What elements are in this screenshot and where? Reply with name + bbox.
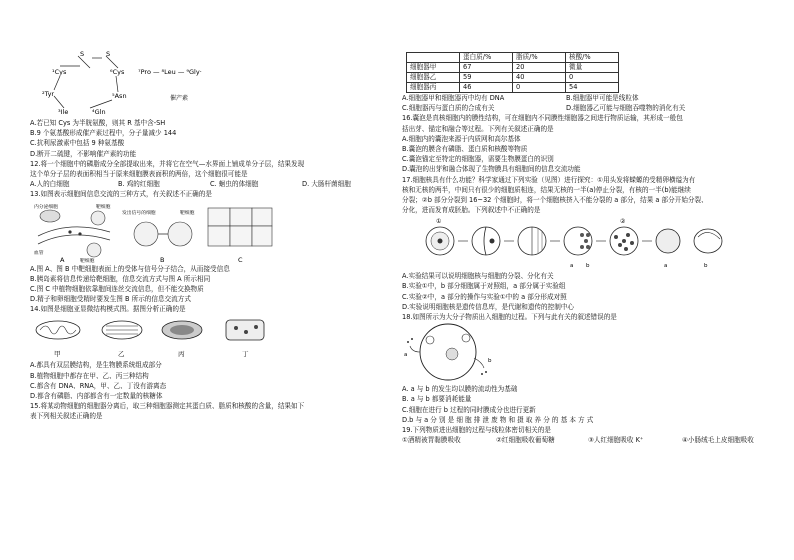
- disulfide-s2: S: [106, 50, 111, 58]
- nucleus-experiment-diagram: [402, 215, 778, 271]
- organelle-label-bing: 丙: [178, 350, 185, 359]
- fig-label-b: B: [160, 255, 165, 264]
- q16-option-a: A.细胞内的囊泡来源于内质网和高尔基体: [402, 134, 521, 143]
- q18-option-a: A. a 与 b 的发生均以膜的流动性为基础: [402, 385, 518, 394]
- q17-stem-line3: 分裂；②b 部分分裂到 16~32 个细胞时，将一个细胞核挤入不能分裂的 a 部分，结果 a 部分开始分裂、: [402, 195, 708, 204]
- q12-option-c: C. 蛔虫的体细胞: [210, 180, 259, 189]
- q11-option-d: D.断开二硫键，不影响催产素的功能: [30, 149, 137, 158]
- exp-label-1: ①: [436, 218, 442, 226]
- table-header-cell: 脂质/%: [513, 53, 566, 63]
- table-row: [407, 83, 619, 93]
- exp-label-b2: b: [704, 263, 708, 270]
- cell-signaling-diagram: [30, 200, 406, 264]
- q19-option-3: ③人红细胞吸收 K⁺: [588, 436, 644, 445]
- table-header-row: [407, 53, 619, 63]
- organelle-label-jia: 甲: [54, 350, 61, 359]
- q12-option-b: B. 鸡的红细胞: [118, 180, 160, 189]
- right-column: [402, 0, 778, 445]
- table-cell: 20: [513, 63, 566, 73]
- endocytosis-diagram: [402, 322, 778, 384]
- q14-option-a: A.都具有双层膜结构，是生物膜系统组成部分: [30, 361, 162, 370]
- q11-option-c: C.抗利尿激素中包括 9 种氨基酸: [30, 139, 125, 148]
- residue-gln: ⁴Gln: [92, 108, 106, 116]
- table-cell: 67: [460, 63, 513, 73]
- q19-option-1: ①酒精被胃黏膜吸收: [402, 436, 461, 445]
- q17-option-b: B.实验①中，b 部分细胞属于对照组，a 部分属于实验组: [402, 282, 566, 291]
- q19-option-2: ②红细胞吸收葡萄糖: [496, 436, 555, 445]
- q11-option-a: A.若已知 Cys 为半胱氨酸，则其 R 基中含-SH: [30, 119, 166, 127]
- fig-a-target-label: 靶细胞: [96, 204, 111, 210]
- fig-b-signal-cell-label: 发出信号的细胞: [122, 210, 156, 216]
- table-cell: 0: [566, 73, 619, 83]
- residue-ile: ³Ile: [58, 108, 69, 116]
- q13-option-d: D.精子和卵细胞受精时要发生图 B 所示的信息交流方式: [30, 295, 191, 304]
- table-cell: 46: [460, 83, 513, 93]
- q17-stem-line2: 核和无核的两半，中间只有很少的细胞质相连，结果无核的一半(a)停止分裂，有核的一半(b)能继续: [402, 185, 691, 194]
- exp-label-b1: b: [586, 263, 590, 270]
- q15-option-a: A.细胞器甲和细胞器丙中均有 DNA: [402, 94, 505, 102]
- q18-option-b: B. a 与 b 都要消耗能量: [402, 395, 472, 404]
- residue-tail: ⁷Pro — ⁸Leu — ⁹Gly·: [138, 68, 202, 76]
- q14-stem: 14.如图是细胞亚显微结构模式图。据图分析正确的是: [30, 305, 186, 314]
- q16-stem-line1: 16.囊泡是真核细胞内的膜性结构，可在细胞内不同膜性细胞器之间进行物质运输，其形成一般包: [402, 114, 683, 123]
- residue-cys1: ¹Cys: [52, 68, 67, 76]
- fig-label-a: A: [60, 255, 65, 264]
- table-cell: 59: [460, 73, 513, 83]
- q19-option-4: ④小肠绒毛上皮细胞吸收: [682, 436, 754, 445]
- residue-tyr: ²Tyr: [42, 90, 55, 98]
- table-cell: 细胞器乙: [407, 73, 460, 83]
- q14-option-c: C.都含有 DNA、RNA，甲、乙、丁没有游离态: [30, 381, 167, 390]
- q17-option-a: A.实验结果可以说明细胞核与细胞的分裂、分化有关: [402, 272, 554, 281]
- fig-b-target-label: 靶细胞: [180, 210, 195, 216]
- q15-stem-line1: 15.将某动物细胞的细胞器分离后，取三种细胞器测定其蛋白质、脂质和核酸的含量，结果如下: [30, 402, 305, 411]
- q13-option-c: C.图 C 中植物细胞依靠胞间连丝交流信息，但不能交换物质: [30, 284, 204, 293]
- endo-label-a: a: [404, 352, 408, 359]
- endo-label-b: b: [488, 358, 492, 365]
- exp-label-2: ②: [620, 218, 626, 226]
- oxytocin-diagram: [30, 0, 406, 118]
- q11-option-b: B.9 个氨基酸形成催产素过程中，分子量减少 144: [30, 129, 177, 138]
- nucleus-experiment-figure: [402, 215, 778, 271]
- q13-option-b: B.胰岛素将信息传递给靶细胞，信息交流方式与图 A 所示相同: [30, 274, 211, 283]
- q18-stem: 18.如图所示为大分子物质出入细胞的过程。下列与此有关的叙述错误的是: [402, 313, 617, 321]
- q17-option-c: C.实验②中，a 部分的操作与实验①中的 a 部分形成对照: [402, 292, 567, 301]
- q17-stem-line4: 分化，进而发育成胚胎。下列叙述中不正确的是: [402, 206, 541, 215]
- table-cell: 54: [566, 83, 619, 93]
- q15-option-b: B.细胞器甲可能是线粒体: [566, 94, 639, 102]
- table-header-cell: [407, 53, 460, 63]
- table-header-cell: 蛋白质/%: [460, 53, 513, 63]
- table-cell: 细胞器丙: [407, 83, 460, 93]
- q13-stem: 13.如图表示细胞间信息交流的三种方式，有关叙述不正确的是: [30, 190, 212, 199]
- q19-options: [402, 435, 778, 445]
- q15-option-c: C.细胞器丙与蛋白质的合成有关: [402, 104, 495, 113]
- organelle-label-yi: 乙: [118, 350, 125, 359]
- fig-label-c: C: [238, 255, 243, 264]
- q12-option-a: A.人的白细胞: [30, 180, 70, 189]
- q18-option-d: D.b 与 a 分 别 是 细 胞 排 泄 废 物 和 摄 取 养 分 的 基 本 方 式: [402, 415, 594, 424]
- table-row: [407, 73, 619, 83]
- q15-stem-line2: 表下列相关叙述正确的是: [30, 412, 103, 421]
- table-cell: 40: [513, 73, 566, 83]
- q17-option-d: D.实验说明细胞核是遗传信息库，是代谢和遗传的控制中心: [402, 302, 575, 311]
- table-row: [407, 63, 619, 73]
- exp-label-a1: a: [570, 263, 574, 270]
- exp-label-a2: a: [664, 263, 668, 270]
- endocytosis-figure: [402, 322, 778, 384]
- q19-stem: 19.下列物质进出细胞的过程与线粒体密切相关的是: [402, 425, 551, 434]
- organelle-label-ding: 丁: [242, 350, 249, 359]
- table-cell: 微量: [566, 63, 619, 73]
- q18-option-c: C.细胞在进行 b 过程的同时膜成分也进行更新: [402, 405, 536, 414]
- q16-option-d: D.囊泡的出芽和融合体现了生物膜具有细胞间的信息交流功能: [402, 165, 581, 174]
- residue-asn: ⁵Asn: [112, 92, 127, 100]
- fig-a-secretory-label: 内分泌细胞: [34, 204, 58, 210]
- left-column: [30, 0, 406, 422]
- q15-options-row1: [402, 93, 778, 103]
- organelle-composition-table: [406, 52, 619, 93]
- q16-option-c: C.囊泡锚定至特定的细胞器，需要生物膜蛋白的识别: [402, 155, 554, 164]
- table-header-cell: 核酸/%: [566, 53, 619, 63]
- q17-stem-line1: 17.细胞核具有什么功能？科学家通过下列实验（见图）进行探究：①用头发将蝾螈的受精卵横缢为有: [402, 175, 696, 184]
- table-cell: 细胞器甲: [407, 63, 460, 73]
- organelles-diagram: [30, 314, 406, 360]
- fig-a-vessel-label: 血管: [34, 250, 44, 256]
- q12-options: [30, 179, 406, 189]
- q13-option-a: A.图 A、图 B 中靶细胞表面上的受体与信号分子结合，从而接受信息: [30, 264, 230, 273]
- q14-option-b: B.植物细胞中都存在甲、乙、丙三种结构: [30, 371, 149, 380]
- q12-option-d: D. 大肠杆菌细胞: [302, 180, 351, 189]
- residue-cys6: ⁶Cys: [110, 68, 125, 76]
- q12-stem-line1: 12.将一个细胞中的磷脂成分全部提取出来，并将它在空气—水界面上铺成单分子层，结果发现: [30, 159, 305, 168]
- disulfide-s1: S: [80, 50, 85, 58]
- fig-a-target2-label: 靶细胞: [80, 258, 95, 264]
- q14-option-d: D.都含有磷脂、内部都含有一定数量的核糖体: [30, 392, 163, 400]
- cell-signaling-figure: [30, 200, 406, 264]
- table-cell: 0: [513, 83, 566, 93]
- q16-stem-line2: 括出芽、锚定和融合等过程。下列有关叙述正确的是: [402, 124, 554, 133]
- oxytocin-caption: 催产素: [170, 95, 189, 102]
- q12-stem-line2: 这个单分子层的表面积相当于原来细胞膜表面积的两倍，这个细胞很可能是: [30, 169, 248, 178]
- q15-options-row2: [402, 103, 778, 113]
- q16-option-b: B.囊泡的膜含有磷脂、蛋白质和核酸等物质: [402, 144, 528, 153]
- q15-option-d: D.细胞器乙可能与细胞吞噬物的消化有关: [566, 104, 686, 113]
- organelles-figure: [30, 314, 406, 360]
- oxytocin-structure-figure: [30, 0, 406, 118]
